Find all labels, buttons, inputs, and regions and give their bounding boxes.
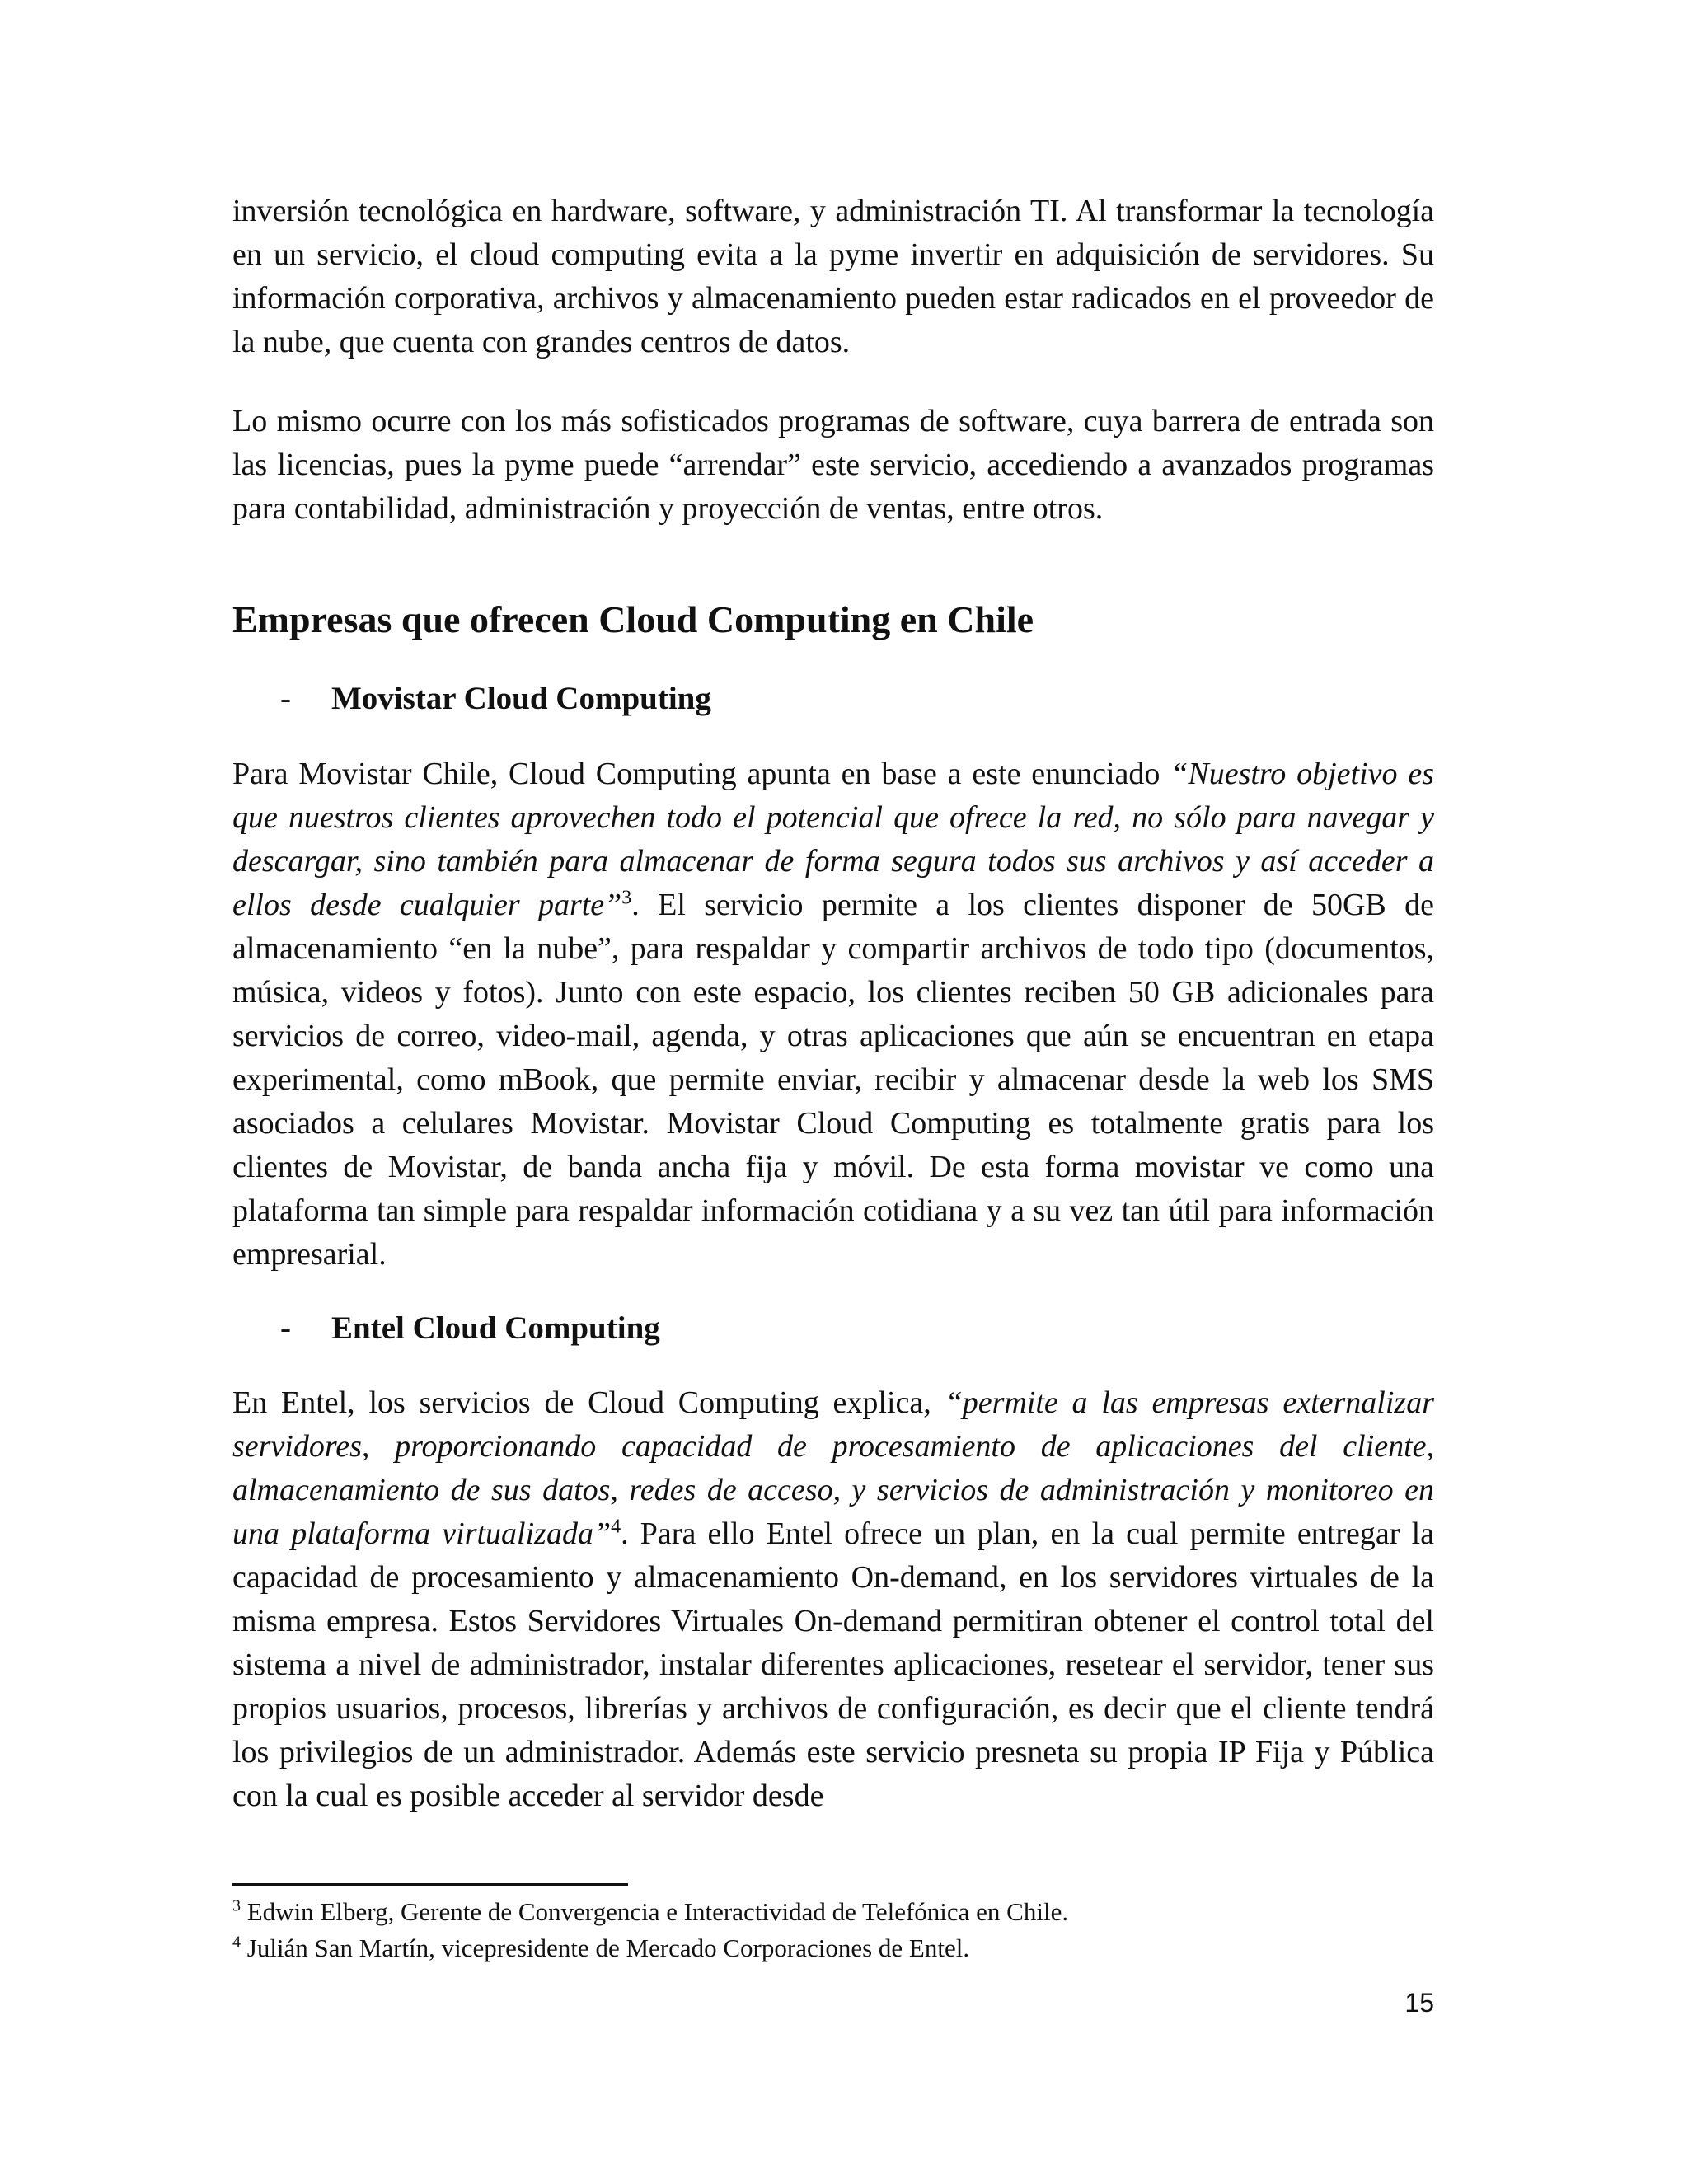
entel-body: . Para ello Entel ofrece un plan, en la cual permite entregar la capacidad de procesamiento y almacenamiento On-demand, en los servidores virtuales de la misma empresa. Estos Servidores Virtuales On-demand permitiran obtener el control total del sistema a nivel de administrador, instalar diferentes aplicaciones, resetear el servidor, tener sus propios usuarios, procesos, librerías y archivos de configuración, es decir que el cliente tendrá los privilegios de un administrador. Además este servicio presneta su propia IP Fija y Pública con la cual es posible acceder al servidor desde	[232, 1516, 1434, 1813]
page-number: 15	[1404, 1988, 1434, 2018]
entel-intro: En Entel, los servicios de Cloud Computing explica,	[232, 1385, 945, 1420]
footnote-text: Julián San Martín, vicepresidente de Mercado Corporaciones de Entel.	[241, 1933, 970, 1962]
footnote-number: 4	[232, 1933, 241, 1952]
footnotes	[232, 1894, 1434, 1966]
paragraph-intro: inversión tecnológica en hardware, software, y administración TI. Al transformar la tecnología en un servicio, el cloud computing evita a la pyme invertir en adquisición de servidores. Su información corporativa, archivos y almacenamiento pueden estar radicados en el proveedor de la nube, que cuenta con grandes centros de datos.	[232, 194, 1434, 359]
footnote-ref-3: 3	[621, 887, 632, 909]
movistar-quote: “Nuestro objetivo es que nuestros clientes aprovechen todo el potencial que ofrece la red, no sólo para navegar y descargar, sino también para almacenar de forma segura todos sus archivos y así acceder a ellos desde cualquier parte”	[232, 757, 1434, 922]
bullet-dash: -	[280, 1310, 291, 1346]
footnote-3	[232, 1894, 1434, 1930]
footnote-ref-4: 4	[611, 1516, 621, 1538]
footnote-text: Edwin Elberg, Gerente de Convergencia e Interactividad de Telefónica en Chile.	[241, 1897, 1069, 1926]
movistar-body: . El servicio permite a los clientes disponer de 50GB de almacenamiento “en la nube”, para respaldar y compartir archivos de todo tipo (documentos, música, videos y fotos). Junto con este espacio, los clientes reciben 50 GB adicionales para servicios de correo, video-mail, agenda, y otras aplicaciones que aún se encuentran en etapa experimental, como mBook, que permite enviar, recibir y almacenar desde la web los SMS asociados a celulares Movistar. Movistar Cloud Computing es totalmente gratis para los clientes de Movistar, de banda ancha fija y móvil. De esta forma movistar ve como una plataforma tan simple para respaldar información cotidiana y a su vez tan útil para información empresarial.	[232, 888, 1434, 1272]
footnote-4	[232, 1930, 1434, 1966]
subheading-movistar-title: Movistar Cloud Computing	[331, 681, 711, 716]
entel-quote: “permite a las empresas externalizar servidores, proporcionando capacidad de procesamiento de aplicaciones del cliente, almacenamiento de sus datos, redes de acceso, y servicios de administración y monitoreo en una plataforma virtualizada”	[232, 1385, 1434, 1551]
paragraph-entel	[232, 1381, 1434, 1818]
paragraph-movistar	[232, 752, 1434, 1277]
section-heading: Empresas que ofrecen Cloud Computing en Chile	[232, 598, 1034, 640]
paragraph-software: Lo mismo ocurre con los más sofisticados programas de software, cuya barrera de entrada son las licencias, pues la pyme puede “arrendar” este servicio, accediendo a avanzados programas para contabilidad, administración y proyección de ventas, entre otros.	[232, 404, 1434, 526]
bullet-dash: -	[280, 681, 291, 716]
footnote-number: 3	[232, 1896, 241, 1915]
subheading-entel	[280, 1307, 660, 1350]
subheading-entel-title: Entel Cloud Computing	[331, 1310, 660, 1346]
movistar-intro: Para Movistar Chile, Cloud Computing apunta en base a este enunciado	[232, 757, 1171, 791]
subheading-movistar	[280, 677, 711, 720]
footnote-separator	[232, 1883, 628, 1886]
